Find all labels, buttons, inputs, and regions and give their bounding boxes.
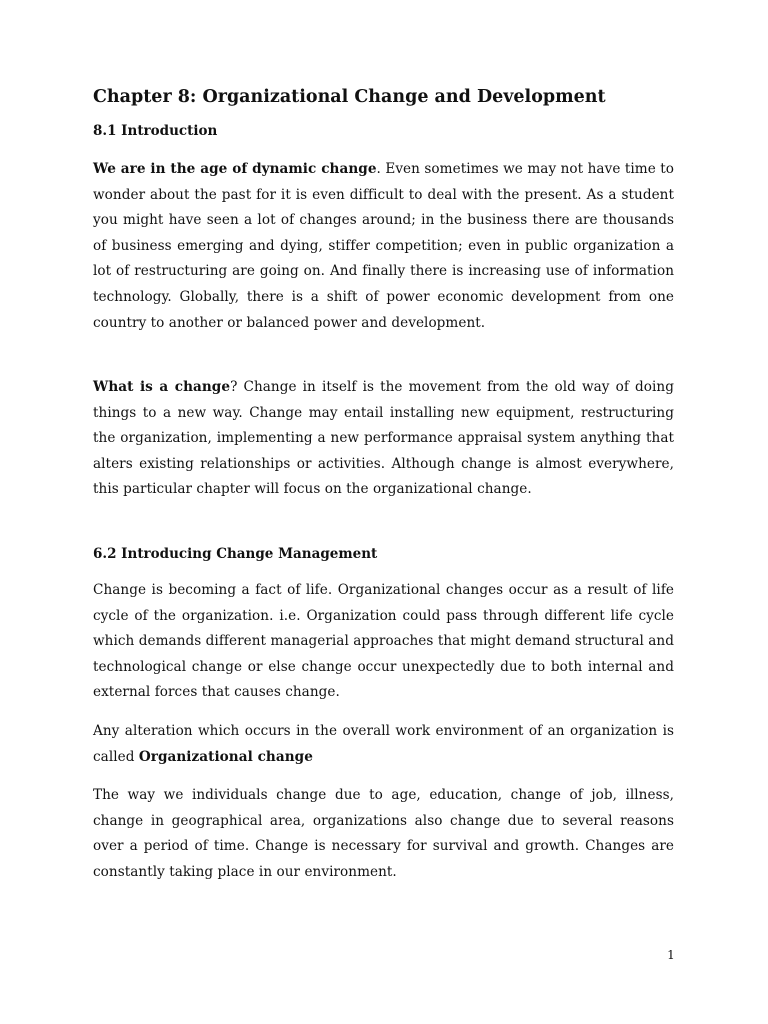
paragraph-text: Any alteration which occurs in the overall work environment of an organization is called	[93, 723, 674, 765]
paragraph-dynamic-change	[93, 157, 674, 336]
paragraph-fact-of-life	[93, 578, 674, 706]
paragraph-bold-lead: What is a change	[93, 379, 231, 395]
paragraph-individual-change	[93, 783, 674, 885]
paragraph-text: Change is becoming a fact of life. Organizational changes occur as a result of life cycle of the organization. i.e. Organization could pass through different life cycle which demands different managerial approaches that might demand structural and technological change or else change occur unexpectedly due to both internal and external forces that causes change.	[93, 582, 674, 701]
paragraph-text: . Even sometimes we may not have time to wonder about the past for it is even difficult to deal with the present. As a student you might have seen a lot of changes around; in the business there are thousands of business emerging and dying, stiffer competition; even in public organization a lot of restructuring are going on. And finally there is increasing use of information technology. Globally, there is a shift of power economic development from one country to another or balanced power and development.	[93, 161, 675, 331]
paragraph-what-is-change	[93, 375, 674, 503]
page-number: 1	[667, 948, 675, 962]
section-heading-introduction: 8.1 Introduction	[93, 123, 218, 139]
section-heading-change-management: 6.2 Introducing Change Management	[93, 546, 378, 562]
paragraph-text: ? Change in itself is the movement from the old way of doing things to a new way. Change may entail installing new equipment, restructuring the organization, implementing a new performance appraisal system anything that alters existing relationships or activities. Although change is almost everywhere, this particular chapter will focus on the organizational change.	[93, 379, 674, 498]
paragraph-alteration	[93, 719, 674, 770]
chapter-title: Chapter 8: Organizational Change and Development	[93, 87, 606, 107]
paragraph-bold-lead: We are in the age of dynamic change	[93, 161, 377, 177]
paragraph-bold-term: Organizational change	[138, 748, 313, 765]
paragraph-text: The way we individuals change due to age, education, change of job, illness, change in geographical area, organizations also change due to several reasons over a period of time. Change is necessary for survival and growth. Changes are constantly taking place in our environment.	[93, 787, 674, 880]
